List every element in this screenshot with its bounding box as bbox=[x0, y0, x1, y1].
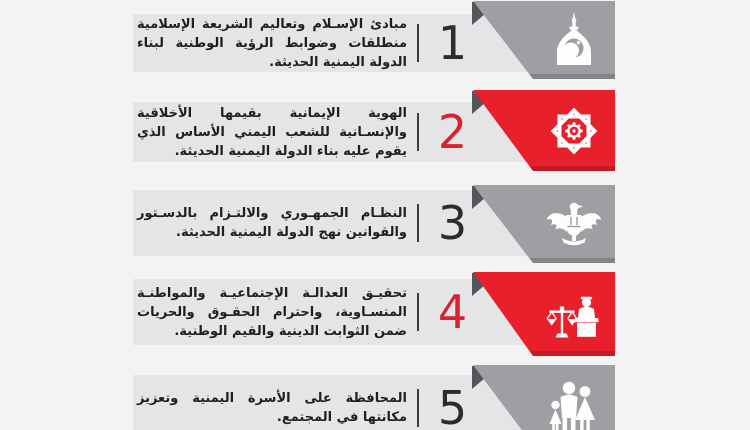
item-text-block bbox=[137, 279, 407, 345]
item-bar bbox=[133, 375, 540, 430]
item-text-block bbox=[137, 14, 407, 72]
item-number: 4 bbox=[437, 285, 467, 339]
item-text: المحافظة على الأسرة اليمنية وتعزيز مكانتها في المجتمع. bbox=[137, 391, 407, 425]
item-number: 1 bbox=[437, 16, 467, 70]
item-bar bbox=[133, 14, 540, 72]
item-text: تحقيـق العدالـة الإجتماعيـة والمواطنـة المتسـاوية، واحترام الحقـوق والحريات ضمن الثوابت الدينية والقيم الوطنية. bbox=[137, 285, 407, 339]
item-bar bbox=[133, 102, 540, 162]
item-text: النظـام الجمهـوري والالتـزام بالدسـتور والقوانين نهج الدولة اليمنية الحديثة. bbox=[137, 206, 407, 240]
mosque-icon bbox=[545, 11, 603, 69]
item-number: 2 bbox=[437, 105, 467, 159]
islamic-star-icon bbox=[545, 101, 603, 159]
item-text: الهوية الإيمانية بقيمها الأخلاقية والإنسـانية للشعب اليمني الأساس الذي يقوم عليه بناء الدولة اليمنية الحديثة. bbox=[137, 105, 407, 159]
item-text-block bbox=[137, 190, 407, 256]
item-text: مبادئ الإسـلام وتعاليم الشريعة الإسلامية منطلقات وضوابط الرؤية الوطنية لبناء الدولة اليمنية الحديثة. bbox=[137, 16, 407, 70]
item-number: 5 bbox=[437, 381, 467, 430]
item-number: 3 bbox=[437, 196, 467, 250]
item-text-block bbox=[137, 375, 407, 430]
justice-icon bbox=[545, 285, 603, 343]
yemen-emblem-icon bbox=[545, 195, 603, 253]
item-text-block bbox=[137, 102, 407, 162]
family-icon bbox=[545, 378, 603, 430]
